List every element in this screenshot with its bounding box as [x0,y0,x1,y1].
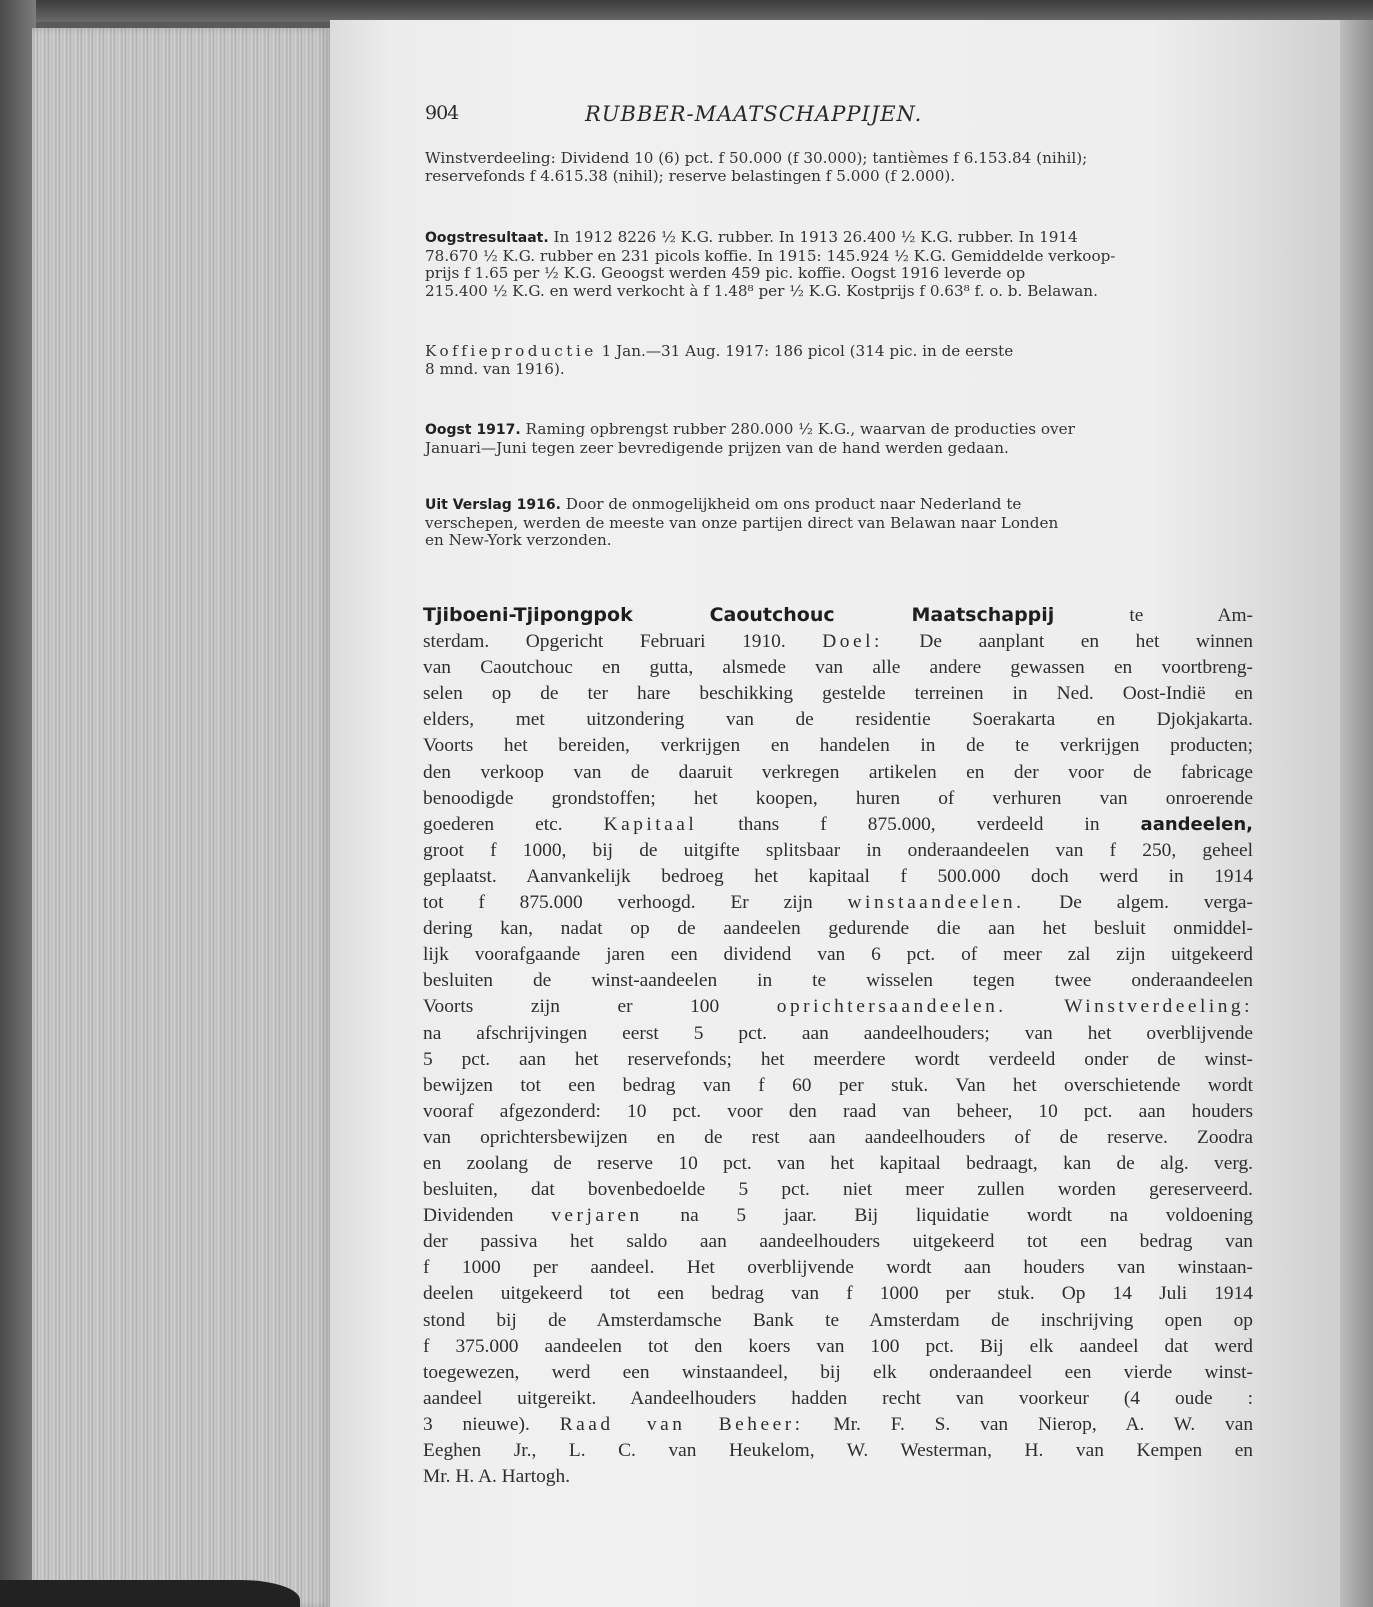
text-segment: den verkoop van de daaruit verkregen artikelen en der voor de fabricage [423,761,1253,783]
text-segment: van Caoutchouc en gutta, alsmede van alle andere gewassen en voortbreng- [423,657,1253,679]
section-label: Oogst 1917. [425,422,521,438]
text-line: reservefonds f 4.615.38 (nihil); reserve belastingen f 5.000 (f 2.000). [425,166,956,185]
text-segment: f 1000 per aandeel. Het overblijvende wordt aan houders van winstaan- [423,1257,1253,1279]
text-line [423,1229,1253,1255]
bold-keyword: aandeelen, [1140,813,1253,835]
spaced-keyword: Kapitaal [603,813,698,835]
text-segment: geplaatst. Aanvankelijk bedroeg het kapitaal f 500.000 doch werd in 1914 [423,865,1253,887]
text-segment: Mr. F. S. van Nierop, A. W. van [803,1413,1254,1435]
oogst-1917-paragraph [425,421,1240,457]
text-segment: Mr. H. A. Hartogh. [423,1466,571,1488]
text-line [423,838,1253,864]
text-line [423,1073,1253,1099]
text-segment: na 5 jaar. Bij liquidatie wordt na voldoening [642,1205,1253,1227]
text-segment: selen op de ter hare beschikking gestelde terreinen in Ned. Oost-Indië en [423,683,1253,705]
text-segment: dering kan, nadat op de aandeelen gedurende die aan het besluit onmiddel- [423,918,1253,940]
text-line [423,994,1253,1020]
text-segment: bewijzen tot een bedrag van f 60 per stuk. Van het overschietende wordt [423,1074,1253,1096]
text-line [423,1099,1253,1125]
text-line [423,1021,1253,1047]
text-segment: De algem. verga- [1024,892,1253,914]
text-segment: vooraf afgezonderd: 10 pct. voor den raad van beheer, 10 pct. aan houders [423,1100,1253,1122]
text-segment: besluiten de winst-aandeelen in te wisselen tegen twee onderaandeelen [423,970,1253,992]
text-line [423,1464,1253,1490]
text-line: 78.670 ½ K.G. rubber en 231 picols koffie. In 1915: 145.924 ½ K.G. Gemiddelde verkoop- [425,246,1116,265]
text-segment: toegewezen, werd een winstaandeel, bij elk onderaandeel een vierde winst- [423,1361,1253,1383]
text-line [423,786,1253,812]
text-line [423,1203,1253,1229]
scan-top-shadow [0,0,1373,22]
text-segment: van oprichtersbewijzen en de rest aan aandeelhouders of de reserve. Zoodra [423,1126,1253,1148]
spaced-keyword: Winstverdeeling: [1064,996,1253,1018]
winstverdeeling-paragraph [425,150,1240,185]
text-line [423,1125,1253,1151]
text-segment: en zoolang de reserve 10 pct. van het kapitaal bedraagt, kan de alg. verg. [423,1152,1253,1174]
text-line: 1 Jan.—31 Aug. 1917: 186 picol (314 pic. in de eerste [596,342,1014,360]
text-line [423,681,1253,707]
section-label: Oogstresultaat. [425,230,549,246]
text-line [423,812,1253,838]
text-segment: tot f 875.000 verhoogd. Er zijn [423,892,848,914]
text-line: prijs f 1.65 per ½ K.G. Geoogst werden 459 pic. koffie. Oogst 1916 leverde op [425,264,1026,282]
text-line [423,707,1253,733]
text-segment: aandeel uitgereikt. Aandeelhouders hadden recht van voorkeur (4 oude : [423,1387,1253,1409]
scan-bottom-shadow [0,1580,300,1607]
spaced-keyword: oprichtersaandeelen. [776,996,1007,1018]
text-segment: Dividenden [423,1205,552,1227]
text-line [423,1360,1253,1386]
section-label: Koffieproductie [425,342,597,360]
text-segment: besluiten, dat bovenbedoelde 5 pct. niet meer zullen worden gereserveerd. [423,1179,1253,1201]
scan-left-background [0,0,36,1607]
text-segment: 3 nieuwe). [423,1413,560,1435]
spaced-keyword: verjaren [551,1205,643,1227]
text-line: 8 mnd. van 1916). [425,359,565,378]
text-segment: Eeghen Jr., L. C. van Heukelom, W. Westerman, H. van Kempen en [423,1440,1253,1461]
text-line [423,1412,1253,1438]
text-segment: te Am- [1054,605,1253,626]
company-name: Tjiboeni-Tjipongpok Caoutchouc Maatschappij [423,604,1055,626]
text-line [423,629,1253,655]
text-line [423,1438,1253,1464]
text-line [423,1334,1253,1360]
text-line [423,1281,1253,1307]
text-line: Door de onmogelijkheid om ons product naar Nederland te [560,495,1022,513]
text-line [423,864,1253,890]
text-segment [1007,996,1065,1017]
text-line [423,733,1253,759]
text-line [423,1151,1253,1177]
company-entry [423,602,1253,1490]
text-line: In 1912 8226 ½ K.G. rubber. In 1913 26.400 ½ K.G. rubber. In 1914 [548,228,1078,246]
verslag-1916-paragraph [425,496,1240,550]
company-heading-line [423,602,1253,629]
running-head: RUBBER-MAATSCHAPPIJEN. [585,102,923,126]
text-segment: thans f 875.000, verdeeld in [697,813,1141,835]
text-line: Raming opbrengst rubber 280.000 ½ K.G., waarvan de producties over [520,420,1075,438]
koffieproductie-paragraph [425,343,1240,378]
text-segment: f 375.000 aandeelen tot den koers van 100 pct. Bij elk aandeel dat werd [423,1335,1253,1357]
text-line [423,1308,1253,1334]
text-segment: groot f 1000, bij de uitgifte splitsbaar in onderaandeelen van f 250, geheel [423,839,1253,861]
text-line: Januari—Juni tegen zeer bevredigende prijzen van de hand werden gedaan. [425,438,1009,457]
spaced-keyword: Doel: [822,631,883,653]
text-segment: der passiva het saldo aan aandeelhouders uitgekeerd tot een bedrag van [423,1231,1253,1253]
text-segment: Voorts zijn er 100 [423,996,777,1018]
book-right-edge [1340,20,1373,1607]
text-segment: sterdam. Opgericht Februari 1910. [423,631,823,653]
text-line [423,760,1253,786]
text-line [423,1386,1253,1412]
text-line [423,1177,1253,1203]
text-line [423,890,1253,916]
text-segment: Voorts het bereiden, verkrijgen en handelen in de te verkrijgen producten; [423,735,1253,757]
text-segment: lijk voorafgaande jaren een dividend van 6 pct. of meer zal zijn uitgekeerd [423,944,1253,966]
text-line [423,942,1253,968]
page-number: 904 [425,102,459,124]
text-line [423,968,1253,994]
page-header [425,102,1225,132]
text-line: verschepen, werden de meeste van onze partijen direct van Belawan naar Londen [425,513,1059,532]
text-segment: De aanplant en het winnen [882,631,1253,653]
text-line [423,916,1253,942]
text-line: en New-York verzonden. [425,531,612,549]
text-segment: na afschrijvingen eerst 5 pct. aan aandeelhouders; van het overblijvende [423,1022,1253,1044]
book-page [330,20,1340,1607]
text-line [423,1047,1253,1073]
text-line [423,1255,1253,1281]
text-segment: benoodigde grondstoffen; het koopen, huren of verhuren van onroerende [423,787,1253,809]
section-label: Uit Verslag 1916. [425,497,561,513]
spaced-keyword: winstaandeelen. [847,892,1025,914]
spaced-keyword: Raad van Beheer: [559,1413,804,1435]
text-line [423,655,1253,681]
oogstresultaat-paragraph [425,229,1240,300]
text-segment: 5 pct. aan het reservefonds; het meerdere wordt verdeeld onder de winst- [423,1048,1253,1070]
text-segment: goederen etc. [423,813,604,835]
text-segment: elders, met uitzondering van de residentie Soerakarta en Djokjakarta. [423,709,1253,731]
text-segment: stond bij de Amsterdamsche Bank te Amsterdam de inschrijving open op [423,1309,1253,1331]
text-line: 215.400 ½ K.G. en werd verkocht à f 1.48⁸ per ½ K.G. Kostprijs f 0.63⁸ f. o. b. Belawan. [425,281,1098,300]
book-page-edges [32,28,332,1607]
text-line: Winstverdeeling: Dividend 10 (6) pct. f 50.000 (f 30.000); tantièmes f 6.153.84 (nihil); [425,149,1088,167]
text-segment: deelen uitgekeerd tot een bedrag van f 1000 per stuk. Op 14 Juli 1914 [423,1283,1253,1305]
